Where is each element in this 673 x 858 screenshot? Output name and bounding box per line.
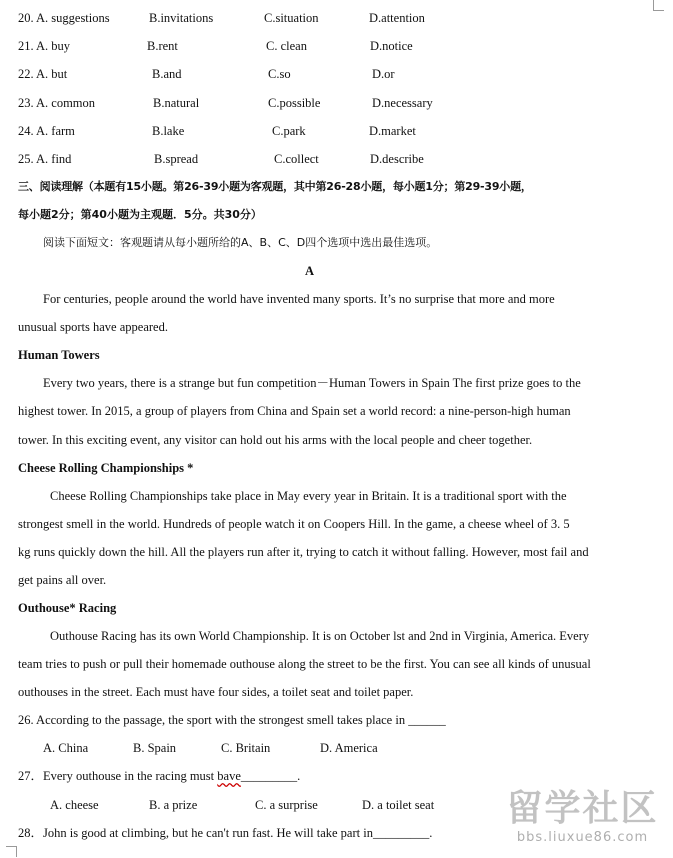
- site-watermark: [500, 780, 665, 852]
- option-b: B.natural: [153, 96, 200, 110]
- q26-option-c: C. Britain: [221, 741, 271, 755]
- option-a: A. suggestions: [36, 11, 110, 25]
- paragraph-line: outhouses in the street. Each must have four sides, a toilet seat and toilet paper.: [18, 685, 414, 699]
- q26-option-d: D. America: [320, 741, 378, 755]
- option-a: A. buy: [36, 39, 71, 53]
- question-26: 26. According to the passage, the sport with the strongest smell takes place in ______: [18, 713, 446, 727]
- subheading-cheese-rolling: Cheese Rolling Championships *: [18, 461, 194, 475]
- paragraph-line: team tries to push or pull their homemade outhouse along the street to be the first. You can see all kinds of unusual: [18, 657, 591, 671]
- question-number: 25.: [18, 152, 34, 166]
- q27-option-d: D. a toilet seat: [362, 798, 435, 812]
- question-27-text: 27．Every outhouse in the racing must: [18, 769, 218, 783]
- question-number: 23.: [18, 96, 34, 110]
- passage-label: A: [305, 264, 315, 278]
- q26-option-a: A. China: [43, 741, 89, 755]
- option-a: A. find: [36, 152, 72, 166]
- option-d: D.market: [369, 124, 416, 138]
- paragraph-line: tower. In this exciting event, any visitor can hold out his arms with the local people and cheer together.: [18, 433, 533, 447]
- option-b: B.and: [152, 67, 182, 81]
- spellcheck-word: bave: [217, 769, 241, 783]
- option-c: C. clean: [266, 39, 307, 53]
- option-a: A. common: [36, 96, 96, 110]
- q27-option-c: C. a surprise: [255, 798, 318, 812]
- watermark-url: bbs.liuxue86.com: [516, 830, 649, 845]
- page-corner-mark: [653, 0, 664, 11]
- question-number: 21.: [18, 39, 34, 53]
- option-c: C.collect: [274, 152, 319, 166]
- option-d: D.notice: [370, 39, 413, 53]
- option-b: B.rent: [147, 39, 178, 53]
- option-a: A. but: [36, 67, 68, 81]
- paragraph-line: Every two years, there is a strange but fun competition－Human Towers in Spain The first prize goes to the: [43, 376, 581, 390]
- section-heading-cont: 每小题2分；第40小题为主观题．5分。共30分）: [18, 208, 262, 221]
- option-a: A. farm: [36, 124, 75, 138]
- q26-option-b: B. Spain: [133, 741, 177, 755]
- option-c: C.park: [272, 124, 306, 138]
- paragraph-line: kg runs quickly down the hill. All the players run after it, trying to catch it without falling. However, most fail and: [18, 545, 589, 559]
- option-d: D.attention: [369, 11, 425, 25]
- section-instruction: 阅读下面短文：客观题请从每小题所给的A、B、C、D四个选项中选出最佳选项。: [43, 236, 438, 249]
- subheading-human-towers: Human Towers: [18, 348, 100, 362]
- passage-intro-line: For centuries, people around the world have invented many sports. It’s no surprise that more and more: [43, 292, 555, 306]
- watermark-logo-text: 留学社区: [506, 788, 659, 829]
- subheading-outhouse-racing: Outhouse* Racing: [18, 601, 117, 615]
- paragraph-line: highest tower. In 2015, a group of players from China and Spain set a world record: a nine-person-high human: [18, 404, 571, 418]
- page-corner-mark: [6, 846, 17, 857]
- option-d: D.describe: [370, 152, 424, 166]
- q27-option-a: A. cheese: [50, 798, 99, 812]
- option-b: B.invitations: [149, 11, 214, 25]
- option-b: B.lake: [152, 124, 185, 138]
- question-number: 24.: [18, 124, 34, 138]
- q27-option-b: B. a prize: [149, 798, 198, 812]
- option-d: D.necessary: [372, 96, 433, 110]
- paragraph-line: Outhouse Racing has its own World Championship. It is on October lst and 2nd in Virginia, America. Every: [50, 629, 590, 643]
- option-b: B.spread: [154, 152, 199, 166]
- option-d: D.or: [372, 67, 395, 81]
- paragraph-line: Cheese Rolling Championships take place in May every year in Britain. It is a traditional sport with the: [50, 489, 567, 503]
- option-c: C.so: [268, 67, 291, 81]
- question-number: 20.: [18, 11, 34, 25]
- question-27-blank: _________.: [240, 769, 301, 783]
- question-27: [18, 769, 300, 783]
- section-heading: 三、阅读理解（本题有15小题。第26-39小题为客观题，其中第26-28小题，每小题1分；第29-39小题，: [18, 180, 532, 193]
- paragraph-line: get pains all over.: [18, 573, 107, 587]
- paragraph-line: strongest smell in the world. Hundreds of people watch it on Coopers Hill. In the game, a cheese wheel of 3. 5: [18, 517, 570, 531]
- question-28: 28．John is good at climbing, but he can't run fast. He will take part in_________.: [18, 826, 433, 840]
- passage-intro-line: unusual sports have appeared.: [18, 320, 168, 334]
- option-c: C.possible: [268, 96, 321, 110]
- option-c: C.situation: [264, 11, 319, 25]
- question-number: 22.: [18, 67, 34, 81]
